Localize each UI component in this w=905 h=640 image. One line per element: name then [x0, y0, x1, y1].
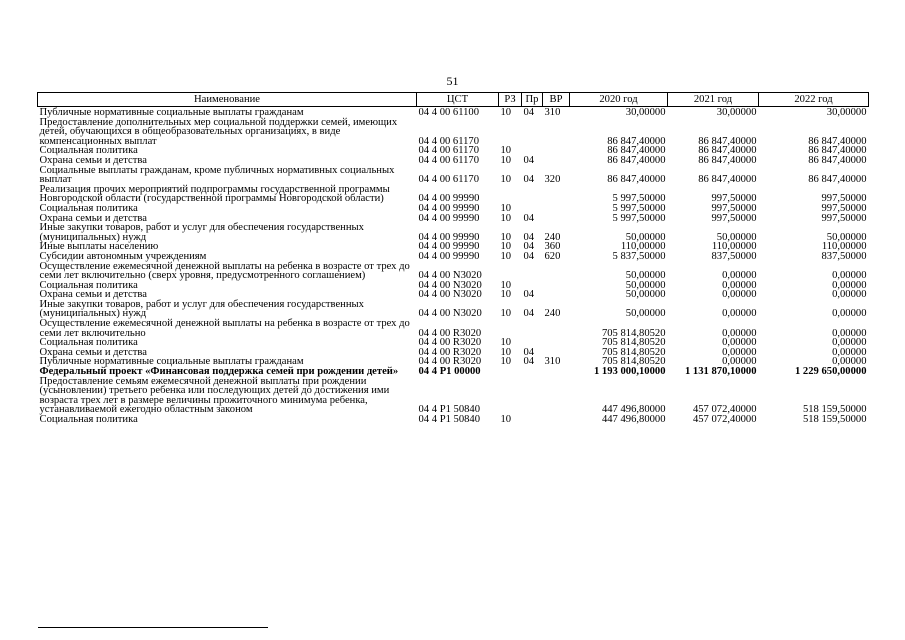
header-2022: 2022 год	[759, 93, 869, 107]
cell-2022: 30,00000	[826, 107, 867, 118]
cell-2022: 0,00000	[832, 337, 867, 349]
cell-2020: 50,00000	[625, 289, 666, 301]
cell-name: Социальная политика	[39, 414, 138, 425]
cell-name: Осуществление ежемесячной денежной выплаты на ребенка в возрасте от трех до семи лет включительно (сверх уровня, предусмотренного соглашением)	[39, 260, 410, 282]
cell-2022: 0,00000	[832, 346, 867, 358]
cell-2020: 50,00000	[625, 270, 666, 282]
table-row	[38, 107, 869, 118]
cell-pr	[522, 319, 543, 338]
cell-vr	[543, 367, 570, 377]
table-row	[38, 415, 869, 425]
cell-rz: 10	[500, 289, 512, 301]
header-rz: РЗ	[499, 93, 522, 107]
cell-cst: 04 4 00 R3020	[418, 356, 482, 368]
cell-pr: 04	[523, 241, 535, 253]
cell-cst: 04 4 P1 00000	[418, 366, 481, 378]
cell-2021: 1 131 870,10000	[684, 366, 757, 378]
cell-cst: 04 4 00 99990	[418, 241, 480, 253]
cell-name: Осуществление ежемесячной денежной выплаты на ребенка в возрасте от трех до семи лет включительно	[39, 318, 410, 339]
cell-2021: 0,00000	[722, 308, 757, 320]
cell-2022: 0,00000	[832, 270, 867, 282]
cell-2020: 30,00000	[625, 107, 666, 118]
cell-rz: 10	[500, 231, 512, 243]
cell-2022: 997,50000	[821, 212, 867, 224]
cell-2022: 86 847,40000	[808, 135, 867, 147]
cell-2022: 1 229 650,00000	[794, 366, 867, 378]
cell-vr	[543, 290, 570, 300]
cell-pr	[522, 367, 543, 377]
cell-2021: 110,00000	[711, 241, 757, 253]
cell-pr: 04	[523, 154, 535, 166]
cell-vr: 310	[544, 107, 561, 118]
cell-2021: 997,50000	[711, 193, 757, 205]
header-cst: ЦСТ	[417, 93, 499, 107]
cell-cst: 04 4 00 61170	[418, 174, 480, 186]
cell-2022: 997,50000	[821, 202, 867, 214]
cell-name: Социальная политика	[39, 202, 138, 214]
cell-pr: 04	[523, 250, 535, 262]
cell-2021: 997,50000	[711, 212, 757, 224]
cell-2022: 0,00000	[832, 279, 867, 291]
header-name: Наименование	[38, 93, 417, 107]
cell-rz: 10	[500, 174, 512, 186]
cell-pr: 04	[523, 346, 535, 358]
header-2021: 2021 год	[668, 93, 759, 107]
cell-cst: 04 4 00 99990	[418, 202, 480, 214]
cell-2022: 997,50000	[821, 193, 867, 205]
cell-vr: 620	[544, 250, 561, 262]
cell-2020: 50,00000	[625, 308, 666, 320]
cell-rz: 10	[500, 145, 512, 157]
cell-cst: 04 4 00 N3020	[418, 279, 482, 291]
cell-vr	[543, 146, 570, 156]
cell-name: Субсидии автономным учреждениям	[39, 250, 207, 262]
cell-2021: 30,00000	[716, 107, 757, 118]
cell-2021: 0,00000	[722, 327, 757, 339]
cell-name: Публичные нормативные социальные выплаты гражданам	[39, 107, 304, 118]
cell-name: Федеральный проект «Финансовая поддержка семей при рождении детей»	[39, 366, 399, 378]
cell-rz: 10	[500, 241, 512, 253]
cell-2020: 447 496,80000	[601, 404, 666, 416]
cell-2022: 0,00000	[832, 308, 867, 320]
cell-2021: 457 072,40000	[692, 404, 757, 416]
cell-2020: 86 847,40000	[607, 154, 666, 166]
cell-2020: 705 814,80520	[601, 327, 666, 339]
cell-cst: 04 4 00 N3020	[418, 289, 482, 301]
table-row	[38, 377, 869, 415]
cell-2020: 5 837,50000	[612, 250, 666, 262]
cell-cst: 04 4 00 99990	[418, 212, 480, 224]
cell-name: Социальная политика	[39, 279, 138, 291]
page-number: 51	[446, 74, 459, 88]
cell-cst: 04 4 00 N3020	[418, 270, 482, 282]
cell-name: Иные закупки товаров, работ и услуг для обеспечения государственных (муниципальных) нужд	[39, 222, 364, 243]
cell-vr: 240	[544, 308, 561, 320]
cell-pr	[522, 118, 543, 147]
cell-2020: 1 193 000,10000	[593, 366, 666, 378]
cell-2020: 5 997,50000	[612, 212, 666, 224]
table-row	[38, 185, 869, 204]
cell-name: Иные закупки товаров, работ и услуг для обеспечения государственных (муниципальных) нужд	[39, 298, 364, 320]
table-row	[38, 300, 869, 319]
cell-cst: 04 4 00 R3020	[418, 337, 482, 349]
cell-vr	[543, 118, 570, 147]
cell-cst: 04 4 00 61170	[418, 154, 480, 166]
cell-rz	[499, 377, 522, 415]
cell-cst: 04 4 00 61170	[418, 145, 480, 157]
cell-pr: 04	[523, 212, 535, 224]
cell-rz: 10	[500, 154, 512, 166]
table-row	[38, 319, 869, 338]
cell-rz: 10	[500, 279, 512, 291]
cell-cst: 04 4 00 61170	[418, 135, 480, 147]
cell-2020: 5 997,50000	[612, 193, 666, 205]
cell-cst: 04 4 P1 50840	[418, 414, 481, 425]
cell-rz: 10	[500, 346, 512, 358]
cell-vr: 240	[544, 231, 561, 243]
cell-rz: 10	[500, 250, 512, 262]
cell-vr	[543, 377, 570, 415]
cell-2020: 50,00000	[625, 279, 666, 291]
cell-pr: 04	[523, 107, 535, 118]
cell-cst: 04 4 00 N3020	[418, 308, 482, 320]
cell-2021: 997,50000	[711, 202, 757, 214]
cell-vr	[543, 281, 570, 291]
table-row	[38, 118, 869, 147]
cell-vr	[543, 262, 570, 281]
cell-2021: 86 847,40000	[698, 145, 757, 157]
cell-name: Охрана семьи и детства	[39, 346, 147, 358]
cell-name: Охрана семьи и детства	[39, 154, 147, 166]
cell-pr	[522, 415, 543, 425]
cell-2021: 86 847,40000	[698, 154, 757, 166]
cell-2020: 447 496,80000	[601, 414, 666, 425]
header-pr: Пр	[522, 93, 543, 107]
cell-rz: 10	[500, 337, 512, 349]
cell-2021: 50,00000	[716, 231, 757, 243]
cell-2020: 5 997,50000	[612, 202, 666, 214]
cell-rz: 10	[500, 356, 512, 368]
cell-vr	[543, 204, 570, 214]
header-2020: 2020 год	[570, 93, 668, 107]
cell-name: Реализация прочих мероприятий подпрограммы государственной программы Новгородской области (государственной программы Новгородской области)	[39, 183, 390, 205]
cell-rz: 10	[500, 202, 512, 214]
cell-rz	[499, 367, 522, 377]
cell-cst: 04 4 00 R3020	[418, 346, 482, 358]
cell-rz: 10	[500, 107, 512, 118]
cell-2020: 705 814,80520	[601, 346, 666, 358]
cell-2022: 518 159,50000	[802, 404, 867, 416]
cell-pr	[522, 262, 543, 281]
cell-2020: 86 847,40000	[607, 135, 666, 147]
cell-2020: 110,00000	[620, 241, 666, 253]
cell-2020: 705 814,80520	[601, 356, 666, 368]
cell-vr	[543, 214, 570, 224]
cell-cst: 04 4 00 R3020	[418, 327, 482, 339]
cell-rz	[499, 319, 522, 338]
cell-name: Предоставление дополнительных мер социальной поддержки семей, имеющих детей, обучающихся в общеобразовательных организациях, в виде компенсационных выплат	[39, 116, 398, 147]
cell-2021: 0,00000	[722, 289, 757, 301]
cell-2022: 86 847,40000	[808, 154, 867, 166]
cell-rz: 10	[500, 414, 512, 425]
cell-2020: 86 847,40000	[607, 145, 666, 157]
table-body	[38, 107, 869, 425]
budget-table	[37, 92, 869, 425]
cell-2021: 0,00000	[722, 279, 757, 291]
cell-name: Охрана семьи и детства	[39, 289, 147, 301]
cell-rz	[499, 118, 522, 147]
cell-name: Иные выплаты населению	[39, 241, 159, 253]
table-row	[38, 223, 869, 242]
cell-cst: 04 4 00 99990	[418, 231, 480, 243]
cell-vr	[543, 185, 570, 204]
cell-2022: 110,00000	[821, 241, 867, 253]
cell-vr: 310	[544, 356, 561, 368]
cell-vr	[543, 156, 570, 166]
cell-2020: 86 847,40000	[607, 174, 666, 186]
cell-2021: 0,00000	[722, 356, 757, 368]
cell-name: Предоставление семьям ежемесячной денежной выплаты при рождении (усыновлении) третьего ребенка или последующих детей до достижения ими возраста трех лет в размере величины прожиточного минимума ребенка, устанавливаемой ежегодно областным законом	[39, 375, 390, 416]
cell-2020: 705 814,80520	[601, 337, 666, 349]
cell-vr	[543, 319, 570, 338]
cell-name: Социальная политика	[39, 145, 138, 157]
cell-2022: 0,00000	[832, 356, 867, 368]
cell-2022: 837,50000	[821, 250, 867, 262]
cell-pr: 04	[523, 174, 535, 186]
cell-2021: 0,00000	[722, 337, 757, 349]
cell-2021: 457 072,40000	[692, 414, 757, 425]
cell-name: Социальная политика	[39, 337, 138, 349]
cell-name: Публичные нормативные социальные выплаты гражданам	[39, 356, 304, 368]
cell-cst: 04 4 P1 50840	[418, 404, 481, 416]
table-row	[38, 166, 869, 185]
cell-2022: 86 847,40000	[808, 145, 867, 157]
cell-pr	[522, 185, 543, 204]
cell-2022: 50,00000	[826, 231, 867, 243]
table-row	[38, 262, 869, 281]
cell-vr: 320	[544, 174, 561, 186]
cell-2021: 86 847,40000	[698, 135, 757, 147]
cell-pr	[522, 377, 543, 415]
cell-rz: 10	[500, 308, 512, 320]
table-header-row	[38, 93, 869, 107]
cell-cst: 04 4 00 99990	[418, 250, 480, 262]
footer-rule	[38, 627, 268, 628]
cell-2022: 86 847,40000	[808, 174, 867, 186]
cell-pr: 04	[523, 231, 535, 243]
cell-vr	[543, 338, 570, 348]
cell-2021: 837,50000	[711, 250, 757, 262]
cell-pr: 04	[523, 308, 535, 320]
cell-vr: 360	[544, 241, 561, 253]
cell-2021: 86 847,40000	[698, 174, 757, 186]
cell-rz: 10	[500, 212, 512, 224]
cell-2022: 0,00000	[832, 289, 867, 301]
cell-cst: 04 4 00 61100	[418, 107, 480, 118]
cell-name: Социальные выплаты гражданам, кроме публичных нормативных социальных выплат	[39, 164, 395, 186]
cell-name: Охрана семьи и детства	[39, 212, 147, 224]
cell-rz	[499, 185, 522, 204]
cell-pr: 04	[523, 356, 535, 368]
cell-2021: 0,00000	[722, 270, 757, 282]
cell-2021: 0,00000	[722, 346, 757, 358]
cell-2022: 0,00000	[832, 327, 867, 339]
cell-rz	[499, 262, 522, 281]
cell-2022: 518 159,50000	[802, 414, 867, 425]
header-vr: ВР	[543, 93, 570, 107]
cell-pr: 04	[523, 289, 535, 301]
cell-vr	[543, 415, 570, 425]
cell-2020: 50,00000	[625, 231, 666, 243]
cell-cst: 04 4 00 99990	[418, 193, 480, 205]
